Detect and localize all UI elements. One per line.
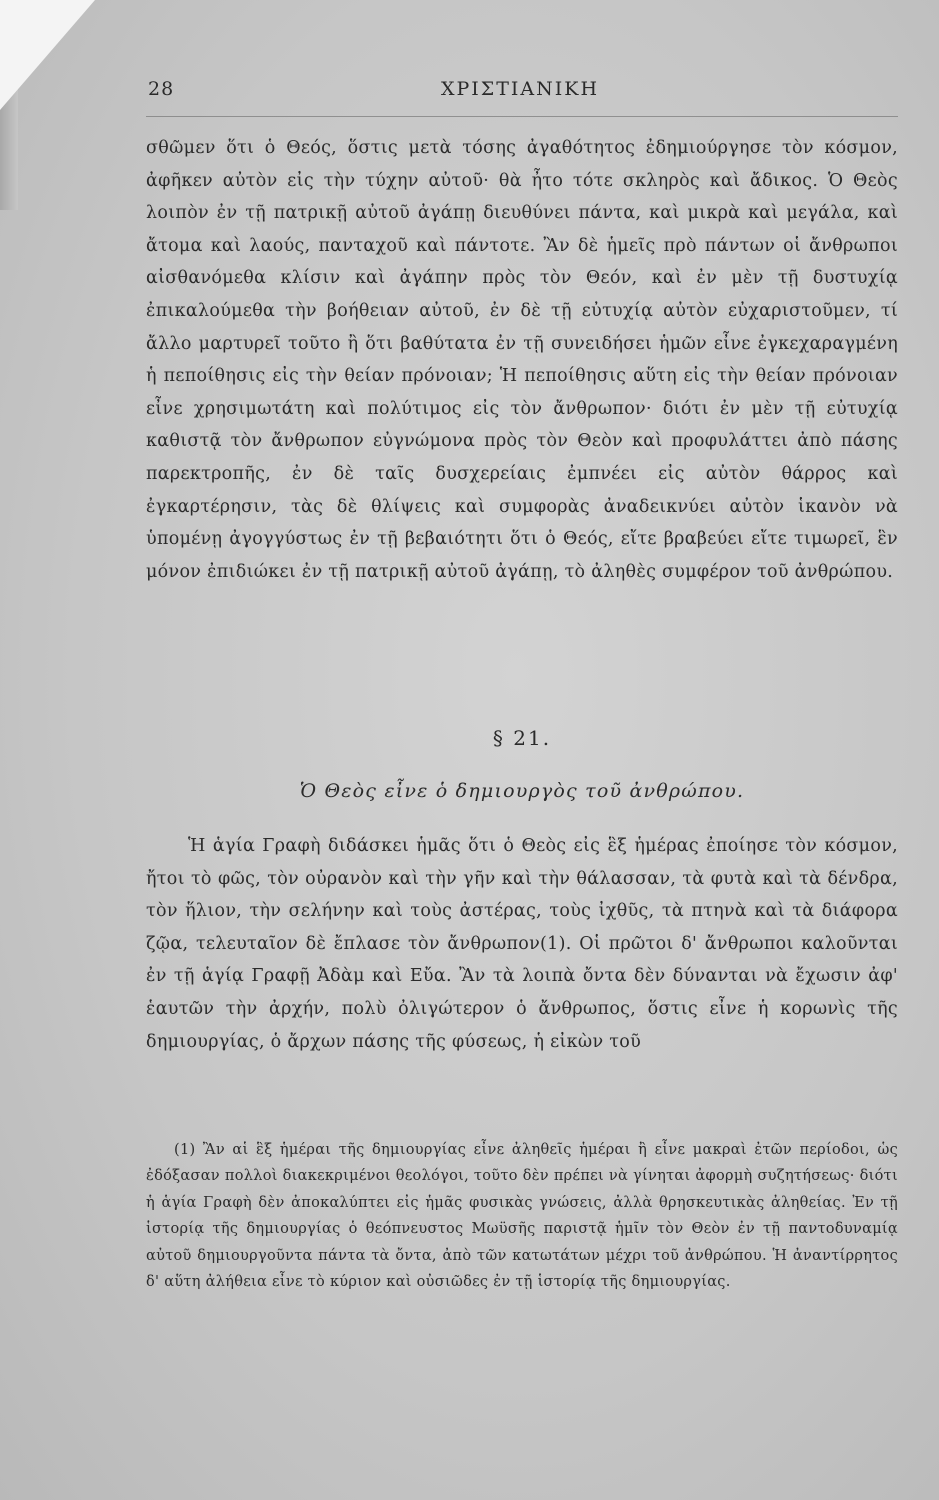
section-title: Ὁ Θεὸς εἶνε ὁ δημιουργὸς τοῦ ἀνθρώπου. [299, 780, 745, 802]
footnote [146, 1137, 898, 1295]
header-rule [146, 116, 898, 117]
body-text-2 [146, 830, 898, 1058]
section-number: § 21. [492, 726, 552, 750]
page-header [140, 78, 900, 106]
folded-corner [0, 0, 95, 110]
paragraph: σθῶμεν ὅτι ὁ Θεός, ὅστις μετὰ τόσης ἀγαθότητος ἐδημιούργησε τὸν κόσμον, ἀφῆκεν αὐτὸν εἰς τὴν τύχην αὐτοῦ· θὰ ἦτο τότε σκληρὸς καὶ ἄδικος. Ὁ Θεὸς λοιπὸν ἐν τῇ πατρικῇ αὐτοῦ ἀγάπῃ διευθύνει πάντα, καὶ μικρὰ καὶ μεγάλα, καὶ ἄτομα καὶ λαούς, πανταχοῦ καὶ πάντοτε. Ἂν δὲ ἡμεῖς πρὸ πάντων οἱ ἄνθρωποι αἰσθανόμεθα κλίσιν καὶ ἀγάπην πρὸς τὸν Θεόν, καὶ ἐν μὲν τῇ δυστυχίᾳ ἐπικαλούμεθα τὴν βοήθειαν αὐτοῦ, ἐν δὲ τῇ εὐτυχίᾳ αὐτὸν εὐχαριστοῦμεν, τί ἄλλο μαρτυρεῖ τοῦτο ἢ ὅτι βαθύτατα ἐν τῇ συνειδήσει ἡμῶν εἶνε ἐγκεχαραγμένη ἡ πεποίθησις εἰς τὴν θείαν πρόνοιαν; Ἡ πεποίθησις αὕτη εἰς τὴν θείαν πρόνοιαν εἶνε χρησιμωτάτη καὶ πολύτιμος εἰς τὸν ἄνθρωπον· διότι ἐν μὲν τῇ εὐτυχίᾳ καθιστᾷ τὸν ἄνθρωπον εὐγνώμονα πρὸς τὸν Θεὸν καὶ προφυλάττει ἀπὸ πάσης παρεκτροπῆς, ἐν δὲ ταῖς δυσχερείαις ἐμπνέει εἰς αὐτὸν θάρρος καὶ ἐγκαρτέρησιν, τὰς δὲ θλίψεις καὶ συμφορὰς ἀναδεικνύει αὐτὸν ἱκανὸν νὰ ὑπομένῃ ἀγογγύστως ἐν τῇ βεβαιότητι ὅτι ὁ Θεός, εἴτε βραβεύει εἴτε τιμωρεῖ, ἓν μόνον ἐπιδιώκει ἐν τῇ πατρικῇ αὐτοῦ ἀγάπῃ, τὸ ἀληθὲς συμφέρον τοῦ ἀνθρώπου. [146, 138, 898, 582]
body-text [146, 132, 898, 588]
page-number: 28 [148, 78, 175, 100]
footnote-text: (1) Ἂν αἱ ἓξ ἡμέραι τῆς δημιουργίας εἶνε ἀληθεῖς ἡμέραι ἢ εἶνε μακραὶ ἐτῶν περίοδοι, ὡς ἐδόξασαν πολλοὶ διακεκριμένοι θεολόγοι, τοῦτο δὲν πρέπει νὰ γίνηται ἀφορμὴ συζητήσεως· διότι ἡ ἁγία Γραφὴ δὲν ἀποκαλύπτει εἰς ἡμᾶς φυσικὰς γνώσεις, ἀλλὰ θρησκευτικὰς ἀληθείας. Ἐν τῇ ἱστορίᾳ τῆς δημιουργίας ὁ θεόπνευστος Μωϋσῆς παριστᾷ ἡμῖν τὸν Θεὸν ἐν τῇ παντοδυναμίᾳ αὐτοῦ δημιουργοῦντα πάντα τὰ ὄντα, ἀπὸ τῶν κατωτάτων μέχρι τοῦ ἀνθρώπου. Ἡ ἀναντίρρητος δ' αὕτη ἀλήθεια εἶνε τὸ κύριον καὶ οὐσιῶδες ἐν τῇ ἱστορίᾳ τῆς δημιουργίας. [146, 1142, 898, 1291]
running-title: ΧΡΙΣΤΙΑΝΙΚΗ [440, 78, 600, 100]
paragraph: Ἡ ἁγία Γραφὴ διδάσκει ἡμᾶς ὅτι ὁ Θεὸς εἰς ἓξ ἡμέρας ἐποίησε τὸν κόσμον, ἤτοι τὸ φῶς, τὸν οὐρανὸν καὶ τὴν γῆν καὶ τὴν θάλασσαν, τὰ φυτὰ καὶ τὰ δένδρα, τὸν ἥλιον, τὴν σελήνην καὶ τοὺς ἀστέρας, τοὺς ἰχθῦς, τὰ πτηνὰ καὶ τὰ διάφορα ζῷα, τελευταῖον δὲ ἔπλασε τὸν ἄνθρωπον(1). Οἱ πρῶτοι δ' ἄνθρωποι καλοῦνται ἐν τῇ ἁγίᾳ Γραφῇ Ἀδὰμ καὶ Εὔα. Ἂν τὰ λοιπὰ ὄντα δὲν δύνανται νὰ ἔχωσιν ἀφ' ἑαυτῶν τὴν ἀρχήν, πολὺ ὀλιγώτερον ὁ ἄνθρωπος, ὅστις εἶνε ἡ κορωνὶς τῆς δημιουργίας, ὁ ἄρχων πάσης τῆς φύσεως, ἡ εἰκὼν τοῦ [146, 836, 898, 1052]
